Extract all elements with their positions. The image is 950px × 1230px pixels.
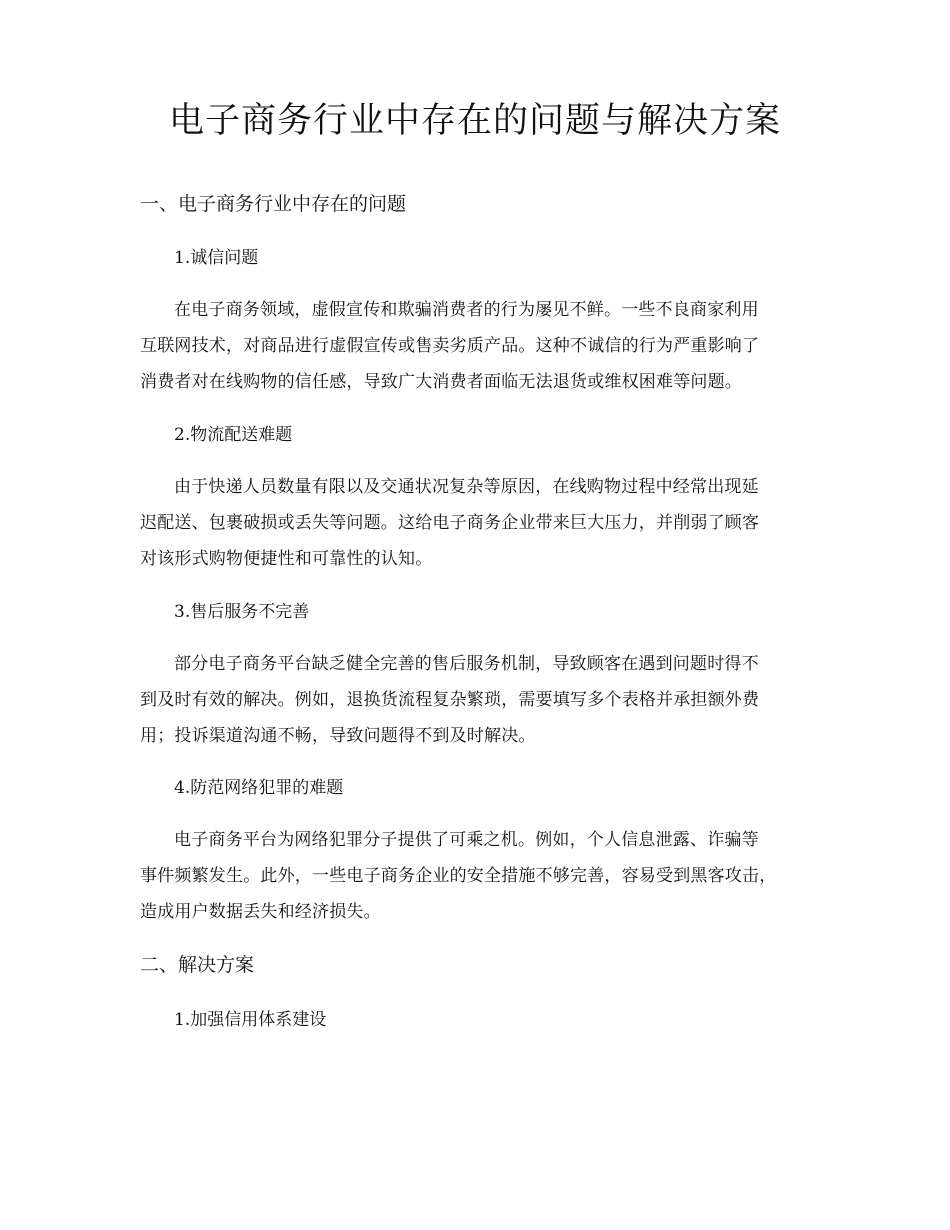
- paragraph-line: 造成用户数据丢失和经济损失。: [140, 902, 381, 922]
- subheading-cybercrime: 4.防范网络犯罪的难题: [174, 778, 344, 798]
- subheading-credit-system: 1.加强信用体系建设: [174, 1010, 327, 1030]
- subheading-after-sales: 3.售后服务不完善: [174, 602, 310, 622]
- paragraph-line: 用；投诉渠道沟通不畅，导致问题得不到及时解决。: [140, 726, 536, 746]
- section-heading-problems: 一、电子商务行业中存在的问题: [140, 193, 407, 215]
- paragraph-integrity: [140, 292, 828, 400]
- subheading-integrity: 1.诚信问题: [174, 248, 259, 268]
- paragraph-line: 互联网技术，对商品进行虚假宣传或售卖劣质产品。这种不诚信的行为严重影响了: [140, 336, 760, 356]
- paragraph-line: 部分电子商务平台缺乏健全完善的售后服务机制，导致顾客在遇到问题时得不: [174, 654, 759, 674]
- paragraph-line: 到及时有效的解决。例如，退换货流程复杂繁琐，需要填写多个表格并承担额外费: [140, 690, 760, 710]
- document-title: 电子商务行业中存在的问题与解决方案: [168, 101, 781, 141]
- paragraph-line: 事件频繁发生。此外，一些电子商务企业的安全措施不够完善，容易受到黑客攻击，: [140, 866, 777, 886]
- paragraph-cybercrime: [140, 822, 828, 930]
- paragraph-line: 对该形式购物便捷性和可靠性的认知。: [140, 549, 433, 569]
- section-heading-solutions: 二、解决方案: [140, 954, 255, 976]
- paragraph-line: 迟配送、包裹破损或丢失等问题。这给电子商务企业带来巨大压力，并削弱了顾客: [140, 513, 760, 533]
- paragraph-after-sales: [140, 646, 828, 754]
- paragraph-line: 消费者对在线购物的信任感，导致广大消费者面临无法退货或维权困难等问题。: [140, 372, 742, 392]
- subheading-logistics: 2.物流配送难题: [174, 425, 293, 445]
- paragraph-line: 电子商务平台为网络犯罪分子提供了可乘之机。例如，个人信息泄露、诈骗等: [174, 830, 759, 850]
- paragraph-line: 在电子商务领域，虚假宣传和欺骗消费者的行为屡见不鲜。一些不良商家利用: [174, 300, 759, 320]
- paragraph-line: 由于快递人员数量有限以及交通状况复杂等原因，在线购物过程中经常出现延: [174, 477, 759, 497]
- paragraph-logistics: [140, 469, 828, 577]
